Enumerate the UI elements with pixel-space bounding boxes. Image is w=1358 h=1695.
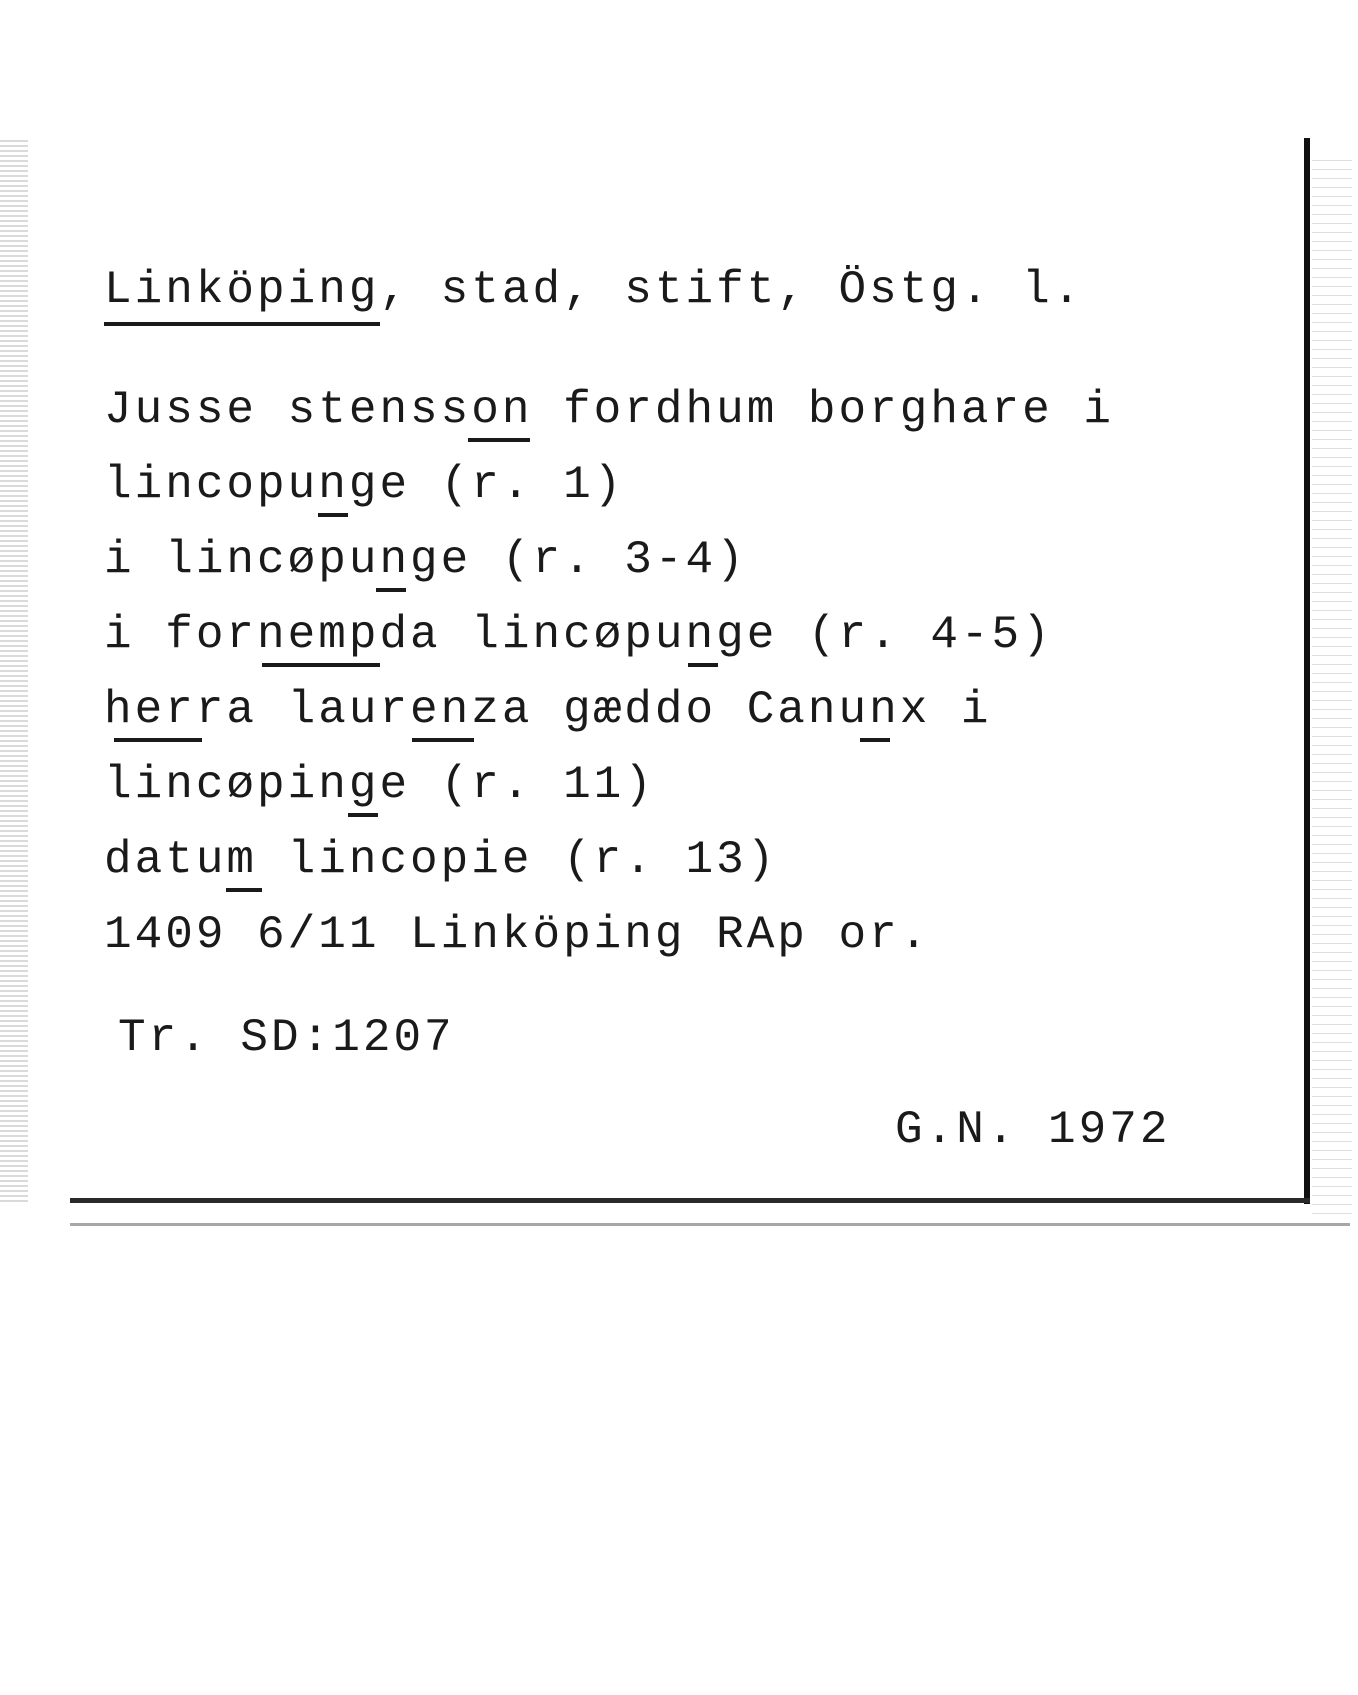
text-line-2: lincopunge (r. 1) [104,459,625,511]
signature-date: G.N. 1972 [895,1104,1171,1156]
underline-n-5 [348,813,378,817]
underline-nempd [262,663,380,667]
text-line-3: i lincøpunge (r. 3-4) [104,534,747,586]
text-line-4: i fornempda lincøpunge (r. 4-5) [104,609,1053,661]
underline-m [226,888,262,892]
source-reference: Tr. SD:1207 [118,1012,455,1064]
underline-n-1 [318,513,348,517]
underline-en [412,738,474,742]
card-bottom-shadow [70,1223,1350,1226]
text-line-8: 1409 6/11 Linköping RAp or. [104,909,931,961]
card-heading: Linköping, stad, stift, Östg. l. [104,264,1084,316]
underline-n-4 [860,738,890,742]
card-right-edge [1304,138,1310,1204]
text-line-1: Jusse stensson fordhum borghare i [104,384,1114,436]
underline-err [114,738,202,742]
heading-underline [104,322,380,326]
card-bottom-edge [70,1198,1310,1203]
text-line-7: datum lincopie (r. 13) [104,834,778,886]
underline-on [468,438,530,442]
text-line-5: herra laurenza gæddo Canunx i [104,684,992,736]
underline-n-3 [688,663,718,667]
text-line-6: lincøpinge (r. 11) [104,759,655,811]
card-right-edge-noise [1312,160,1352,1220]
underline-n-2 [376,588,406,592]
